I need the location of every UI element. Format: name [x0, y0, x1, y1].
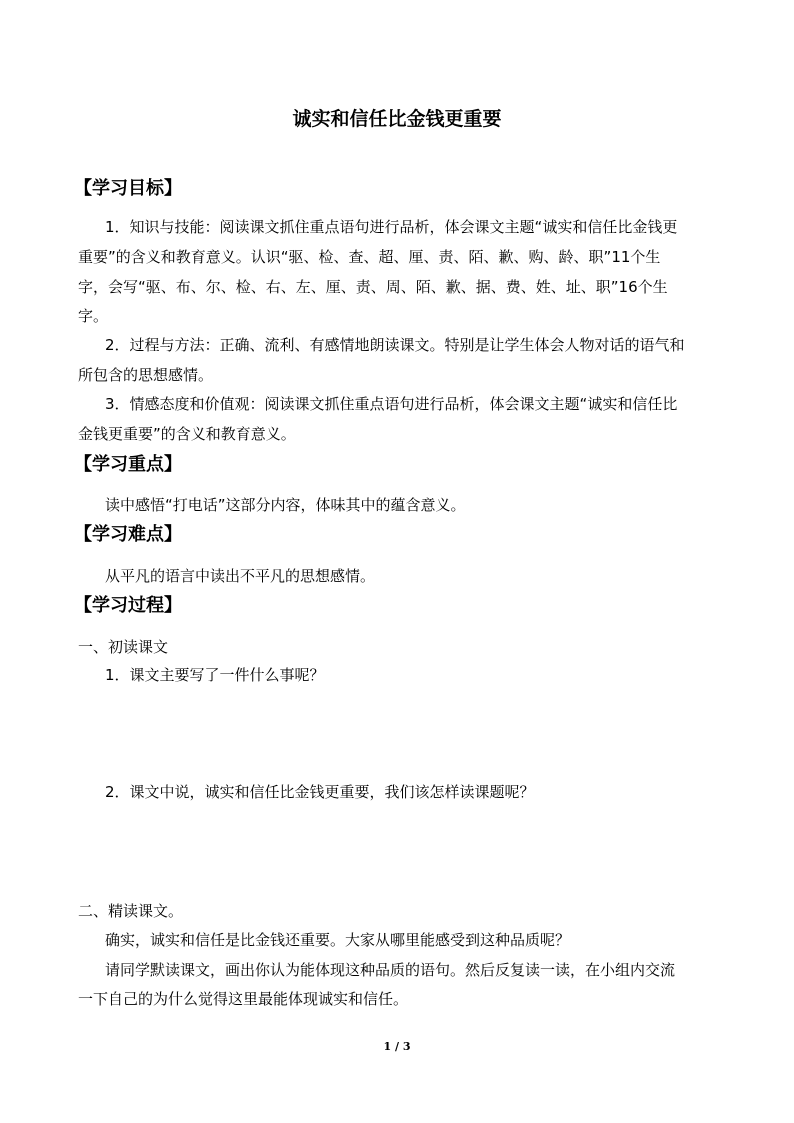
- focus-text: 读中感悟“打电话”这部分内容，体味其中的蕴含意义。: [105, 496, 466, 514]
- section-heading-process: 【学习过程】: [74, 595, 182, 616]
- part2-title: 二、精读课文。: [78, 902, 184, 920]
- section-heading-objectives: 【学习目标】: [74, 178, 182, 199]
- question-1: 1．课文主要写了一件什么事呢？: [105, 666, 325, 684]
- difficulty-text: 从平凡的语言中读出不平凡的思想感情。: [105, 567, 376, 585]
- paragraph: 请同学默读课文，画出你认为能体现这种品质的语句。然后反复读一读，在小组内交流: [105, 961, 676, 979]
- part1-title: 一、初读课文: [78, 638, 169, 656]
- paragraph: 确实，诚实和信任是比金钱还重要。大家从哪里能感受到这种品质呢？: [105, 931, 571, 949]
- objective-line: 字。: [78, 307, 109, 325]
- objective-line: 金钱更重要”的含义和教育意义。: [78, 425, 296, 443]
- objective-line: 1．知识与技能：阅读课文抓住重点语句进行品析，体会课文主题“诚实和信任比金钱更: [105, 218, 678, 236]
- section-heading-difficulty: 【学习难点】: [74, 524, 182, 545]
- objective-line: 2．过程与方法：正确、流利、有感情地朗读课文。特别是让学生体会人物对话的语气和: [105, 336, 685, 354]
- objective-line: 字，会写“驱、布、尔、检、右、左、厘、责、周、陌、歉、据、费、姓、址、职”16个生: [78, 278, 668, 296]
- page-number: 1 / 3: [383, 1040, 411, 1053]
- section-heading-focus: 【学习重点】: [74, 454, 182, 475]
- paragraph: 一下自己的为什么觉得这里最能体现诚实和信任。: [78, 990, 409, 1008]
- objective-line: 所包含的思想感情。: [78, 366, 214, 384]
- objective-line: 3．情感态度和价值观：阅读课文抓住重点语句进行品析，体会课文主题“诚实和信任比: [105, 395, 678, 413]
- document-title: 诚实和信任比金钱更重要: [292, 108, 502, 130]
- objective-line: 重要”的含义和教育意义。认识“驱、检、查、超、厘、责、陌、歉、购、龄、职”11个生: [78, 248, 661, 266]
- question-2: 2．课文中说，诚实和信任比金钱更重要，我们该怎样读课题呢？: [105, 783, 535, 801]
